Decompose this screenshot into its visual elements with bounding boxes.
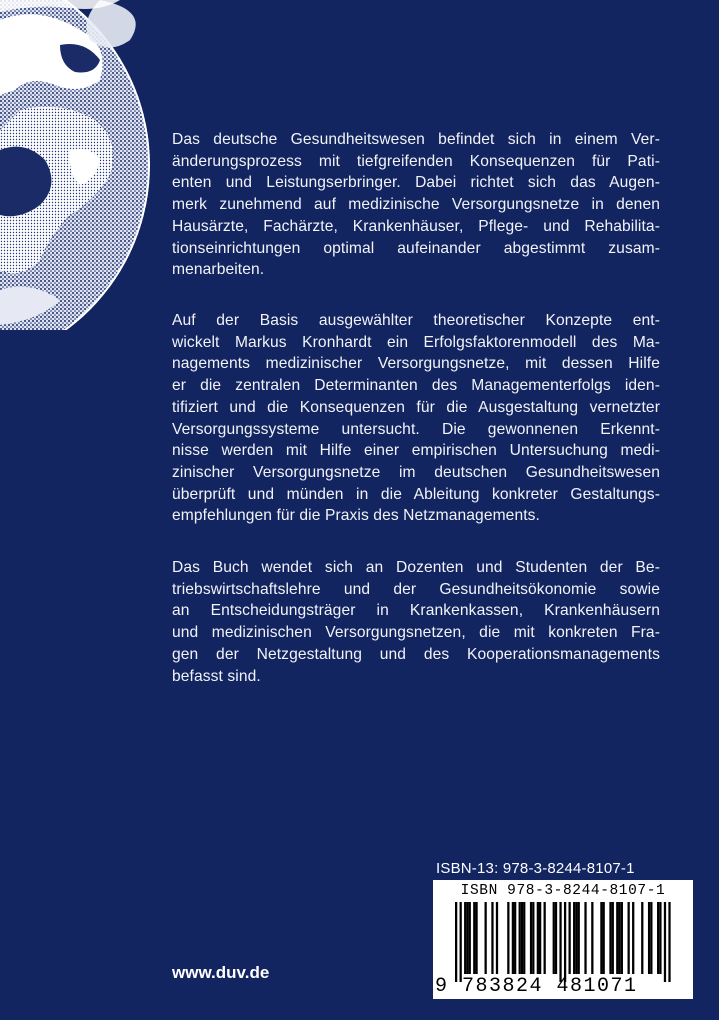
barcode-bar: [496, 902, 498, 974]
barcode: [433, 880, 693, 999]
barcode-bar: [521, 902, 523, 974]
text-line: enten und Leistungserbringer. Dabei richtet sich das Augen-: [172, 174, 660, 192]
text-line: menarbeiten.: [172, 261, 265, 279]
barcode-bar: [523, 902, 525, 974]
text-line: und medizinischen Versorgungsnetzen, die mit konkreten Fra-: [172, 624, 660, 642]
barcode-bar: [575, 902, 577, 974]
barcode-bar: [657, 902, 659, 974]
text-line: tifiziert und die Konsequenzen für die Ausgestaltung vernetzter: [172, 398, 660, 416]
globe-illustration: [0, 0, 160, 330]
barcode-bar: [584, 902, 586, 974]
barcode-bar: [553, 902, 555, 974]
description-paragraph-1: [172, 129, 660, 281]
barcode-digits: 9 783824 481071: [435, 975, 638, 998]
barcode-bar: [460, 902, 462, 982]
text-line: Hausärzte, Fachärzte, Krankenhäuser, Pflege- und Rehabilita-: [172, 217, 660, 235]
text-line: nisse werden mit Hilfe einer empirischen Untersuchung medi-: [172, 442, 660, 460]
barcode-bar: [573, 902, 575, 974]
text-line: zinischer Versorgungsnetze im deutschen Gesundheitswesen: [172, 463, 660, 481]
barcode-bar: [641, 902, 643, 974]
barcode-bar: [648, 902, 650, 974]
barcode-bar: [519, 902, 521, 974]
barcode-bar: [659, 902, 661, 974]
barcode-bar: [555, 902, 557, 974]
barcode-bar: [621, 902, 623, 974]
text-line: er die zentralen Determinanten des Managementerfolgs iden-: [172, 377, 660, 395]
text-line: wickelt Markus Kronhardt ein Erfolgsfaktorenmodell des Ma-: [172, 333, 660, 351]
barcode-bar: [603, 902, 605, 974]
text-line: an Entscheidungsträger in Krankenkassen, Krankenhäusern: [172, 602, 660, 620]
barcode-bar: [491, 902, 493, 974]
barcode-bar: [616, 902, 618, 974]
barcode-bar: [618, 902, 620, 974]
description-paragraph-3: [172, 557, 660, 687]
text-line: Versorgungssysteme untersucht. Die gewonnenen Erkennt-: [172, 420, 660, 438]
text-line: Das Buch wendet sich an Dozenten und Studenten der Be-: [172, 559, 660, 576]
barcode-bar: [578, 902, 580, 974]
text-line: gen der Netzgestaltung und des Kooperationsmanagements: [172, 645, 660, 663]
barcode-bar: [650, 902, 652, 974]
isbn-caption: ISBN-13: 978-3-8244-8107-1: [436, 860, 635, 877]
text-line: triebswirtschaftslehre und der Gesundheitsökonomie sowie: [172, 580, 660, 598]
text-line: nagements medizinischer Versorgungsnetze, mit dessen Hilfe: [172, 355, 660, 373]
barcode-bar: [514, 902, 516, 974]
barcode-bar: [539, 902, 541, 974]
barcode-bar: [507, 902, 509, 974]
text-line: Das deutsche Gesundheitswesen befindet sich in einem Ver-: [172, 131, 660, 148]
barcode-bar: [537, 902, 539, 974]
text-line: tionseinrichtungen optimal aufeinander abgestimmt zusam-: [172, 239, 660, 257]
barcode-bar: [612, 902, 614, 974]
barcode-bar: [600, 902, 602, 974]
barcode-bar: [632, 902, 634, 974]
barcode-bar: [530, 902, 532, 974]
barcode-bar: [544, 902, 546, 974]
barcode-bar: [512, 902, 514, 974]
barcode-bar: [532, 902, 534, 974]
barcode-bar: [464, 902, 466, 974]
barcode-bar: [485, 902, 487, 974]
text-line: überprüft und münden in die Ableitung konkreter Gestaltungs-: [172, 485, 660, 503]
description-paragraph-2: [172, 310, 660, 527]
barcode-bar: [473, 902, 475, 974]
barcode-bar: [591, 902, 593, 974]
barcode-bar: [564, 902, 566, 982]
barcode-isbn-text: ISBN 978-3-8244-8107-1: [460, 883, 666, 899]
text-line: befasst sind.: [172, 667, 261, 685]
barcode-bar: [664, 902, 666, 982]
barcode-bar: [569, 902, 571, 974]
text-line: merk zunehmend auf medizinische Versorgungsnetze in denen: [172, 196, 660, 214]
barcode-bar: [628, 902, 630, 974]
text-line: änderungsprozess mit tiefgreifenden Konsequenzen für Pati-: [172, 152, 660, 170]
barcode-bar: [455, 902, 457, 982]
publisher-website: www.duv.de: [172, 963, 270, 982]
barcode-bar: [466, 902, 468, 974]
barcode-bar: [469, 902, 471, 974]
barcode-bar: [668, 902, 670, 982]
barcode-bar: [559, 902, 561, 982]
barcode-bar: [475, 902, 477, 974]
text-line: empfehlungen für die Praxis des Netzmanagements.: [172, 507, 540, 525]
barcode-bar: [609, 902, 611, 974]
text-line: Auf der Basis ausgewählter theoretischer Konzepte ent-: [172, 312, 660, 329]
